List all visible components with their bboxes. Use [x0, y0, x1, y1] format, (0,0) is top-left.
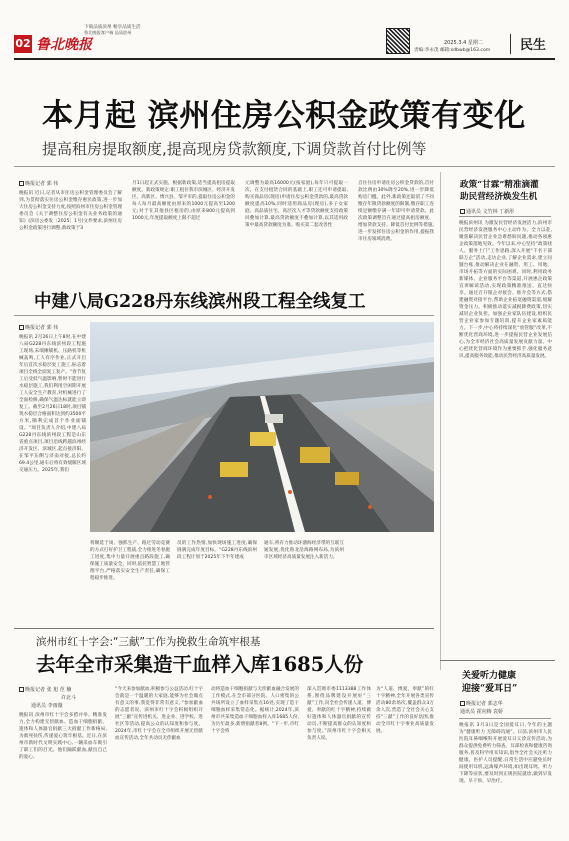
feature-byline-text: 晚报记者 郭 伟: [25, 325, 59, 331]
feature-byline: [19, 324, 58, 331]
redcross-kicker: 滨州市红十字会:“三献”工作为挽救生命筑牢根基: [36, 636, 261, 648]
redcross-column-1: 晚报讯 滨州市红十字会多措并举、精准发力,全力构建无偿献血、造血干细胞捐献、遗体和人体器官捐献三大捐献工作新格局,为救死扶伤,传递爱心筑牢根基。近日,在滨州市新时代文明实践中心,一辆采血车吸引了职工们的目光。他们踊跃献血,献出自己的爱心。: [19, 713, 107, 760]
byline-box-icon: [19, 325, 24, 330]
feature-column-4: 通车,将有力推动环渤海经济带的互联互通发展,优化鲁北沿海路网布局,为滨州市区域经济高质量发展注入新活力。: [264, 541, 344, 560]
redcross-byline-1: 晚报记者 张 旭 范 楠: [25, 687, 72, 693]
sidebar-body: 晚报滨州讯 为激发民营经济发展活力,滨州市民营经济发展服务中心主动作为、全力以赴,聚焦解决民营企业急难愁盼问题,推动各项惠企政策落地见效。今年以来,中心坚持“政策找人、服务上门”工作思路,深入开展“千名干部联万企”活动,走访企业,了解企业需求,建立问题台账,推动解决企业在融资、用工、用地、市场开拓等方面的实际困难。同时,利用政务新媒体、企业服务平台等渠道,开展惠企政策宣讲解读活动,实现政策精准推送、直达快享。通过召开银企对接会、推介会等方式,搭建融资对接平台,帮助企业拓宽融资渠道,缓解资金压力。积极推动落实减税降费政策,切实减轻企业负担。加强企业家队伍建设,组织民营企业家参加专题培训,提升企业家素质能力。下一步,中心将持续深化“放管服”改革,不断优化营商环境,进一步提振民营企业发展信心,为全市经济社会高质量发展贡献力量。中心把优化营商环境作为重要抓手,强化服务意识,提高服务效能,推动民营经济高质量发展。: [459, 221, 552, 359]
lead-column-1: 晚报讯 近日,记者从市住房公积金管理委员会了解到,为贯彻落实住房公积金缴存惠民政策,进一步加大住房公积金支持力度,按照滨州市住房公积金管理委员会《关于调整住房公积金有关业务政策的通知》(滨房公委发〔2025〕1号)文件要求,滨州住房公积金政策进行调整,新政策于3: [19, 191, 122, 231]
section-name: 民生: [520, 38, 547, 53]
newspaper-logo: 鲁北晚报: [36, 37, 92, 53]
masthead-taglines: [84, 24, 174, 36]
sidebar-rule: [459, 216, 551, 217]
byline-box-icon: [19, 181, 24, 186]
masthead-rule: [14, 58, 555, 60]
ear-headline-1: 关爱听力健康: [462, 671, 517, 681]
feature-column-1: 晚报讯 2月26日上午8时,在中建八局G228丹东线滨州段工程施工现场,末端摊铺机、压路机等机械轰鸣,工人有序作业,正式开启年后首次水稳层复工施工,标志着项目全线全面复工复产。“春节复工后受低气温影响,暂时不能进行水稳层施工,我们利用空闲期开展工人安全生产教育,对机械进行了全面检修,确保气温达标就能立即复工。截至2月26日18时,项目铺筑水稳层合格面积达到约3500平方米,顺利完成首个作业面铺设。“项目负责人介绍,中建八局G228丹东线滨州段工程是山东省重点项目,项目沿线跨越滨州经济开发区、滨城区,起点接济阳、在邹平东侧与济南对接,总长约69.4公里,通车后将有效缓解区域交通压力。2025年,我们: [19, 335, 86, 473]
construction-photo-art: [90, 322, 434, 532]
ear-rule: [459, 718, 551, 719]
lead-column-2: 月1日起正式实施。根据新政策,适当提高租房提取额度。新政策规定:职工租住我市滨城区、经济开发区、高新区、博兴县、邹平市的,提取住房公积金的每人每月最高额度由原来的1000元提高至1200元;对于在其他县区租房的,由原来800元提高到1000元,年度提取额度上限不超过: [132, 181, 235, 221]
ear-byline-1: 晚报记者 郭志华: [466, 701, 503, 707]
page-number: 02: [15, 37, 31, 50]
sidebar-headline-1: 政策“甘霖”精准滴灌: [460, 180, 539, 190]
redcross-byline: [19, 686, 76, 710]
masthead-tagline-1: 下载品质滨州 畅享品质生活: [84, 25, 141, 30]
feature-column-2: 将顺延于岗、强抓生产、路过劳动竞赛的方式打好护卫工程战,全力推进冬春施工进度,集中力量开展重点路段施工,确保施工质量安全。同时,依托智慧工地管理平台,严格落实安全生产责任,确保工程稳步推进。: [90, 541, 170, 581]
sidebar-byline-text: 通讯员 文竹林 丁新彤: [466, 209, 515, 215]
masthead: [14, 22, 555, 64]
ear-byline: [460, 700, 503, 716]
redcross-column-3: 动将造血干细胞捐献与无偿献血融合发展的工作模式,在全市部分医院、人口密集的公共场所设立了血样采集点16处,实现了造干细胞血样采集常态化。据统计,2024年,滨州市共采集造血干细胞血样入库1685人份,为历年最多,新增捐献者8例。“下一步,市红十字会将: [211, 687, 299, 734]
feature-rule: [14, 315, 434, 316]
lead-subheadline: 提高租房提取额度,提高现房贷款额度,下调贷款首付比例等: [42, 140, 427, 158]
feature-column-3: 员的工作热情,加快现场施工进度,确保圆满完成年度目标。“G228丹东线滨州段工程计划于2025年下半年建成: [177, 541, 257, 560]
redcross-column-4: 深入贯彻市委1113388工作体系,围绕品牌建设开展好“三献”工作,向全社会传递人道、博爱、奉献的红十字精神,持续做好遗体和人体器官捐献的宣传动员,不断提高群众的认知度和参与度。”滨州市红十字会相关负责人说。: [307, 687, 371, 741]
lead-rule: [14, 166, 555, 167]
qr-code: [386, 28, 410, 54]
redcross-byline-2: 许北斗: [61, 695, 77, 701]
redcross-byline-3: 通讯员 李雨薇: [31, 703, 63, 709]
section-divider: [510, 34, 511, 54]
lead-headline: 本月起 滨州住房公积金政策有变化: [42, 98, 526, 134]
byline-box-icon: [19, 687, 24, 692]
redcross-headline: 去年全市采集造干血样入库1685人份: [36, 653, 364, 676]
lead-byline-text: 晚报记者 郭 伟: [25, 181, 59, 187]
ear-headline-2: 迎接“爱耳日”: [462, 684, 518, 694]
masthead-tagline-2: 鲁北晚报客户端 品质滨州: [84, 30, 132, 35]
lead-byline: [19, 180, 58, 187]
issue-date: 2025.3.4 星期二: [444, 40, 483, 46]
redcross-column-2: “今天来参加献血,积极参与公益活动,红十字会就是一个温暖的大家庭,能够为社会做点有意义的事,我觉得非常有意义。”参加献血的志愿者说。滨州市红十字会积极组织开展“三献”宣传进机关、进企业、进学校、进社区等活动,提高公众的认知度和参与度。2024年,市红十字会在全市组织开展无偿献血宣传活动,全年共动员无偿献血: [115, 687, 203, 741]
redcross-top-rule: [14, 628, 434, 629]
byline-box-icon: [460, 701, 465, 706]
sidebar-headline-2: 助民营经济焕发生机: [460, 192, 538, 202]
editor-line: 责编:李永茂 邮箱:sdbwb@163.com: [414, 48, 491, 53]
sidebar-byline: [460, 208, 514, 215]
lead-column-4: 自住住房申请住房公积金贷款的,首付款比例由30%降至20%,进一步降低购房门槛。此外,新政策还取消了不同缴存年限贷款额度的限制,缴存职工连续足额缴存满一年即可申请贷款。此次政策调整旨在通过提高租房额度、增加贷款支持、降低首付比例等措施,进一步发挥住房公积金的作用,提振我市住房领域消费。: [358, 181, 434, 242]
lead-column-3: 元调整为最高16000元(按家庭),每年只可提取一次。在支付租赁合同的基础上,职工还可申请提取,购买商品房(现房)申请住房公积金贷款的,最高贷款额度提高10%,同时适用商品房(现房),多子女家庭、高品质住宅、高层次人才等贷款额度支持政策同叠加计算,最高贷款额度不叠加计算,以其适用政策中最高贷款额度为准。购买第二套改善性: [245, 181, 348, 228]
feature-headline: 中建八局G228丹东线滨州段工程全线复工: [34, 292, 366, 312]
ear-byline-2: 通讯员 霍向梅 袁娇: [460, 709, 504, 715]
construction-photo: [90, 322, 434, 532]
ear-top-rule: [440, 660, 555, 661]
byline-box-icon: [460, 209, 465, 214]
redcross-column-5: 为“人道、博爱、奉献”的红十字精神,全年开展各类宣传活动80余场次,覆盖群众3万余人次,营造了全社会关心支持“三献”工作的良好氛围,推动全市红十字事业高质量发展。: [376, 687, 434, 734]
column-divider: [440, 172, 441, 670]
ear-body: 晚报讯 3月3日是全国爱耳日,今年的主题为“健康听力 无障碍沟通”。日前,滨州市人民医院耳鼻咽喉科开展爱耳日义诊宣传活动,为群众提供免费听力筛查、耳部检查和健康咨询服务,普及科学用耳知识,倡导全社会关注听力健康。医护人员提醒,日常生活中应避免长时间使用耳机,远离噪声环境,如出现耳鸣、听力下降等症状,要及时到正规医院就诊,做到早发现、早干预、早治疗。: [459, 723, 552, 784]
